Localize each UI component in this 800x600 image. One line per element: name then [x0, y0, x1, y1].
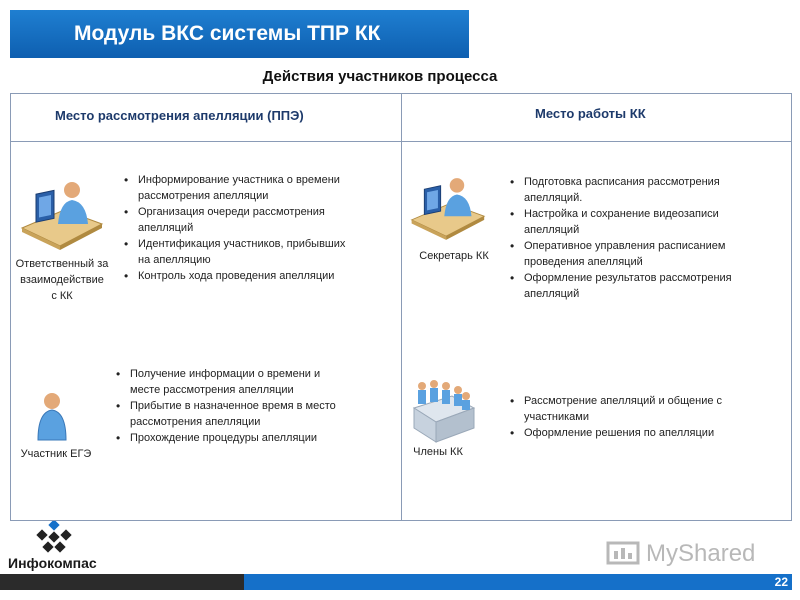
- list-item-text: Оформление решения по апелляции: [524, 427, 715, 439]
- list-item-text: Прохождение процедуры апелляции: [130, 432, 318, 444]
- list-item-text: Организация очереди рассмотрения: [138, 206, 325, 218]
- list-item-text: апелляций.: [524, 192, 583, 204]
- process-table: [10, 93, 792, 521]
- list-item: [510, 174, 788, 206]
- responsible-duties-list: [124, 172, 386, 284]
- list-item: [124, 204, 386, 236]
- list-item-text: на апелляцию: [138, 254, 211, 266]
- secretary-duties-list: [510, 174, 788, 302]
- secretary-at-computer-icon: [408, 176, 486, 242]
- list-item-text: Контроль хода проведения апелляции: [138, 270, 335, 282]
- list-item-text: Рассмотрение апелляций и общение с: [524, 395, 723, 407]
- list-item-text: апелляций: [524, 288, 580, 300]
- footer-bar-blue: [244, 574, 792, 590]
- list-item: [510, 393, 788, 425]
- list-item: [510, 206, 788, 238]
- role-label-line: взаимодействие: [20, 274, 104, 286]
- list-item: [116, 430, 386, 446]
- operator-at-computer-icon: [18, 180, 104, 252]
- participant-duties-list: [116, 366, 386, 446]
- footer-bar-dark: [0, 574, 244, 590]
- list-item: [124, 236, 386, 268]
- role-label-participant: Участник ЕГЭ: [20, 448, 92, 460]
- person-icon: [36, 392, 68, 442]
- header-divider: [11, 141, 791, 142]
- list-item-text: Прибытие в назначенное время в место: [130, 400, 336, 412]
- list-item: [116, 366, 386, 398]
- members-duties-list: [510, 393, 788, 441]
- list-item-text: Получение информации о времени и: [130, 368, 321, 380]
- list-item: [124, 172, 386, 204]
- list-item-text: Подготовка расписания рассмотрения: [524, 176, 720, 188]
- list-item-text: апелляций: [138, 222, 194, 234]
- list-item-text: месте рассмотрения апелляции: [130, 384, 294, 396]
- role-label-secretary: Секретарь КК: [419, 250, 489, 262]
- infokompas-logo-text: Инфокомпас: [8, 555, 97, 571]
- page-title: Модуль ВКС системы ТПР КК: [74, 22, 381, 45]
- list-item-text: рассмотрения апелляции: [130, 416, 261, 428]
- role-label-line: Ответственный за: [15, 258, 109, 270]
- role-label-responsible: [8, 256, 116, 304]
- list-item-text: участниками: [524, 411, 589, 423]
- title-bar: [10, 10, 469, 58]
- list-item-text: Настройка и сохранение видеозаписи: [524, 208, 719, 220]
- list-item-text: Информирование участника о времени: [138, 174, 340, 186]
- list-item-text: Идентификация участников, прибывших: [138, 238, 346, 250]
- role-label-line: с КК: [51, 290, 73, 302]
- subtitle: Действия участников процесса: [262, 68, 498, 85]
- role-label-members: Члены КК: [413, 446, 463, 458]
- list-item-text: Оформление результатов рассмотрения: [524, 272, 732, 284]
- watermark-text: MyShared: [646, 540, 756, 567]
- commission-members-icon: [412, 378, 476, 444]
- list-item: [124, 268, 386, 284]
- list-item: [510, 238, 788, 270]
- infokompas-logo-icon: [34, 521, 74, 555]
- column-header-kk: Место работы КК: [535, 106, 646, 121]
- list-item-text: проведения апелляций: [524, 256, 643, 268]
- list-item: [510, 425, 788, 441]
- myshared-logo-icon: [606, 537, 642, 569]
- page-number: 22: [774, 575, 788, 589]
- list-item: [510, 270, 788, 302]
- column-header-ppe: Место рассмотрения апелляции (ППЭ): [55, 108, 304, 123]
- list-item-text: рассмотрения апелляции: [138, 190, 269, 202]
- list-item-text: апелляций: [524, 224, 580, 236]
- list-item-text: Оперативное управления расписанием: [524, 240, 726, 252]
- list-item: [116, 398, 386, 430]
